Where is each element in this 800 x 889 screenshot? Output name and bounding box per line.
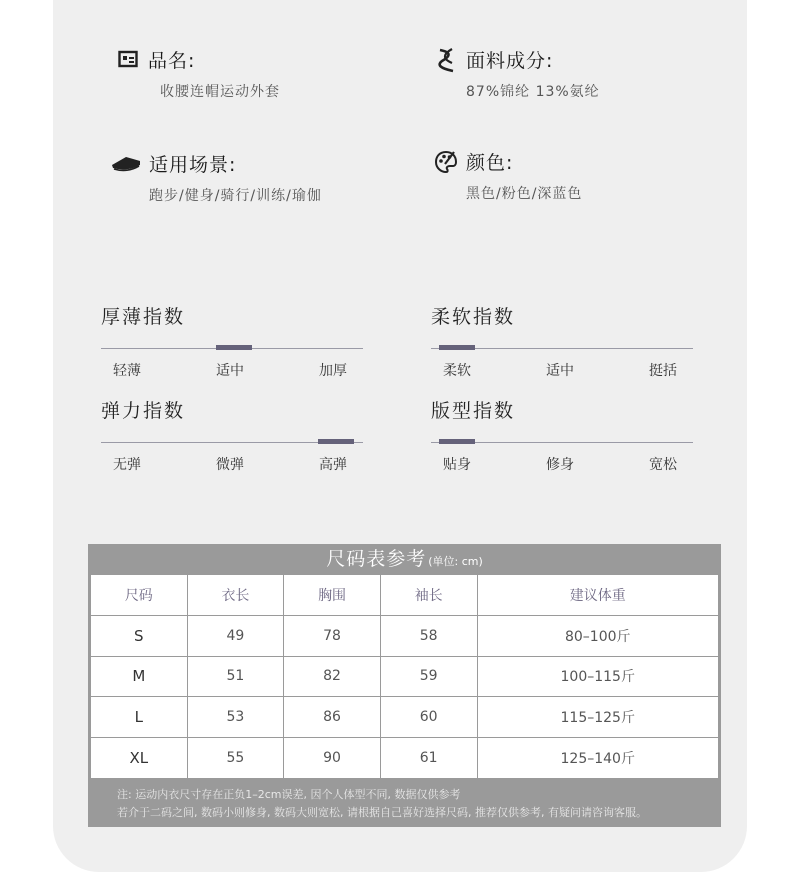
size-chart-unit: (单位: cm) <box>428 555 483 568</box>
attr-color <box>434 148 582 203</box>
index-level: 挺括 <box>649 363 677 379</box>
fit-index <box>431 396 693 474</box>
table-cell: XL <box>91 738 188 779</box>
table-cell: 78 <box>284 615 381 656</box>
table-cell: 115–125斤 <box>477 697 719 738</box>
index-scale <box>431 347 693 350</box>
table-cell: 90 <box>284 738 381 779</box>
index-title: 柔软指数 <box>431 306 516 328</box>
attr-title: 面料成分: <box>466 50 554 72</box>
index-level: 高弹 <box>319 457 347 473</box>
size-chart-title: 尺码表参考 <box>326 548 427 570</box>
index-title: 厚薄指数 <box>101 306 186 328</box>
table-cell: 80–100斤 <box>477 615 719 656</box>
table-cell: 58 <box>380 615 477 656</box>
attr-scene <box>111 150 322 205</box>
attr-value: 黑色/粉色/深蓝色 <box>466 186 583 202</box>
table-row <box>91 615 719 656</box>
thickness-index <box>101 302 363 380</box>
index-level: 适中 <box>546 363 574 379</box>
index-level: 加厚 <box>319 363 347 379</box>
table-cell: 59 <box>380 656 477 697</box>
note-line: 注: 运动内衣尺寸存在正负1–2cm误差, 因个人体型不同, 数据仅供参考 <box>117 788 461 801</box>
palette-icon <box>434 150 458 174</box>
index-marker <box>439 439 475 444</box>
softness-index <box>431 302 693 380</box>
index-level: 修身 <box>546 457 574 473</box>
index-level: 无弹 <box>113 457 141 473</box>
attr-title: 品名: <box>148 50 196 72</box>
attr-title: 颜色: <box>466 152 514 174</box>
tag-icon <box>118 50 140 70</box>
column-header: 衣长 <box>187 575 284 616</box>
index-level: 轻薄 <box>113 363 141 379</box>
elasticity-index <box>101 396 363 474</box>
index-level: 宽松 <box>649 457 677 473</box>
index-scale <box>431 441 693 444</box>
size-table <box>90 574 719 779</box>
index-level: 柔软 <box>443 363 471 379</box>
attr-product-name <box>118 46 280 101</box>
table-row <box>91 656 719 697</box>
table-cell: 61 <box>380 738 477 779</box>
table-cell: 49 <box>187 615 284 656</box>
size-chart-caption <box>88 544 721 575</box>
table-cell: 100–115斤 <box>477 656 719 697</box>
index-marker <box>216 345 252 350</box>
table-cell: 60 <box>380 697 477 738</box>
note-line: 若介于二码之间, 数码小则修身, 数码大则宽松, 请根据自己喜好选择尺码, 推荐仅供参考, 有疑问请咨询客服。 <box>117 806 647 819</box>
attr-value: 87%锦纶 13%氨纶 <box>466 84 600 100</box>
table-row <box>91 738 719 779</box>
size-chart-notes <box>117 786 647 822</box>
table-row <box>91 697 719 738</box>
index-title: 弹力指数 <box>101 400 186 422</box>
table-cell: 125–140斤 <box>477 738 719 779</box>
sneaker-icon <box>111 155 141 173</box>
index-level: 微弹 <box>216 457 244 473</box>
table-cell: 82 <box>284 656 381 697</box>
table-cell: 53 <box>187 697 284 738</box>
size-chart <box>88 544 721 827</box>
attr-value: 收腰连帽运动外套 <box>160 84 280 100</box>
table-cell: M <box>91 656 188 697</box>
table-cell: 86 <box>284 697 381 738</box>
column-header: 尺码 <box>91 575 188 616</box>
column-header: 建议体重 <box>477 575 719 616</box>
index-marker <box>318 439 354 444</box>
fiber-icon <box>436 47 458 73</box>
table-cell: S <box>91 615 188 656</box>
table-header-row <box>91 575 719 616</box>
attr-value: 跑步/健身/骑行/训练/瑜伽 <box>149 188 322 204</box>
attr-title: 适用场景: <box>149 154 237 176</box>
index-level: 适中 <box>216 363 244 379</box>
index-level: 贴身 <box>443 457 471 473</box>
table-cell: 51 <box>187 656 284 697</box>
table-cell: L <box>91 697 188 738</box>
index-marker <box>439 345 475 350</box>
column-header: 胸围 <box>284 575 381 616</box>
attr-fabric <box>436 46 600 101</box>
column-header: 袖长 <box>380 575 477 616</box>
index-scale <box>101 347 363 350</box>
index-title: 版型指数 <box>431 400 516 422</box>
index-scale <box>101 441 363 444</box>
table-cell: 55 <box>187 738 284 779</box>
